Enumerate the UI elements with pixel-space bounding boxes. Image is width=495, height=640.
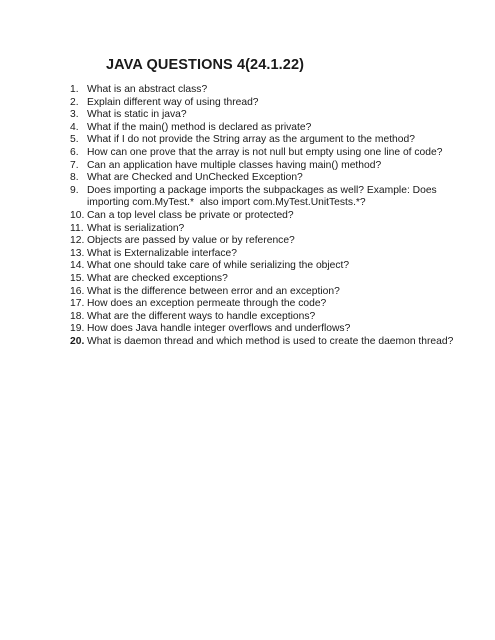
question-text: What is serialization?: [87, 222, 185, 234]
question-item: [70, 109, 480, 122]
question-item: [70, 235, 480, 248]
question-item: [70, 84, 480, 97]
question-text: What if I do not provide the String array as the argument to the method?: [87, 134, 415, 146]
question-text: Can a top level class be private or protected?: [87, 209, 294, 221]
question-item: [70, 336, 480, 349]
question-text: What one should take care of while serializing the object?: [87, 260, 350, 272]
question-number: 7.: [70, 159, 79, 171]
question-text: Does importing a package imports the subpackages as well? Example: Does importing com.MyTest.* also import com.MyTest.UnitTests.*?: [87, 184, 440, 209]
question-list: [70, 84, 480, 348]
question-number: 15.: [70, 272, 85, 284]
question-text: What are checked exceptions?: [87, 272, 228, 284]
question-item: [70, 172, 480, 185]
question-number: 6.: [70, 146, 79, 158]
question-item: [70, 248, 480, 261]
document-title: JAVA QUESTIONS 4(24.1.22): [106, 57, 305, 73]
question-number: 2.: [70, 96, 79, 108]
question-item: [70, 134, 480, 147]
question-text: How does an exception permeate through the code?: [87, 298, 327, 310]
question-text: What is the difference between error and an exception?: [87, 285, 340, 297]
question-text: What is an abstract class?: [87, 84, 208, 95]
question-number: 16.: [70, 285, 85, 297]
question-item: [70, 160, 480, 173]
question-number: 11.: [70, 222, 84, 234]
question-text: What is Externalizable interface?: [87, 247, 237, 259]
question-text: Explain different way of using thread?: [87, 96, 259, 108]
question-text: What is static in java?: [87, 109, 187, 121]
question-text: What are Checked and UnChecked Exception?: [87, 172, 303, 184]
question-number: 9.: [70, 184, 79, 196]
question-text: What is daemon thread and which method is used to create the daemon thread?: [87, 335, 454, 347]
question-text: How does Java handle integer overflows and underflows?: [87, 323, 351, 335]
question-item: [70, 323, 480, 336]
question-item: [70, 147, 480, 160]
question-text: What are the different ways to handle exceptions?: [87, 310, 316, 322]
question-number: 17.: [70, 298, 85, 310]
question-number: 4.: [70, 121, 79, 133]
question-number: 5.: [70, 134, 79, 146]
question-number: 14.: [70, 260, 85, 272]
question-number: 20.: [70, 335, 85, 347]
question-text: Objects are passed by value or by reference?: [87, 235, 295, 247]
question-number: 3.: [70, 109, 79, 121]
question-number: 8.: [70, 172, 79, 184]
question-item: [70, 260, 480, 273]
question-item: [70, 97, 480, 110]
question-item: [70, 210, 480, 223]
question-item: [70, 311, 480, 324]
question-text: What if the main() method is declared as private?: [87, 121, 312, 133]
question-item: [70, 286, 480, 299]
question-item: [70, 298, 480, 311]
question-item: [70, 185, 480, 210]
question-number: 13.: [70, 247, 85, 259]
question-number: 10.: [70, 209, 85, 221]
question-number: 1.: [70, 84, 79, 95]
question-number: 19.: [70, 323, 85, 335]
question-number: 18.: [70, 310, 85, 322]
question-text: How can one prove that the array is not null but empty using one line of code?: [87, 146, 443, 158]
question-number: 12.: [70, 235, 85, 247]
question-item: [70, 223, 480, 236]
question-item: [70, 273, 480, 286]
question-text: Can an application have multiple classes having main() method?: [87, 159, 382, 171]
question-item: [70, 122, 480, 135]
